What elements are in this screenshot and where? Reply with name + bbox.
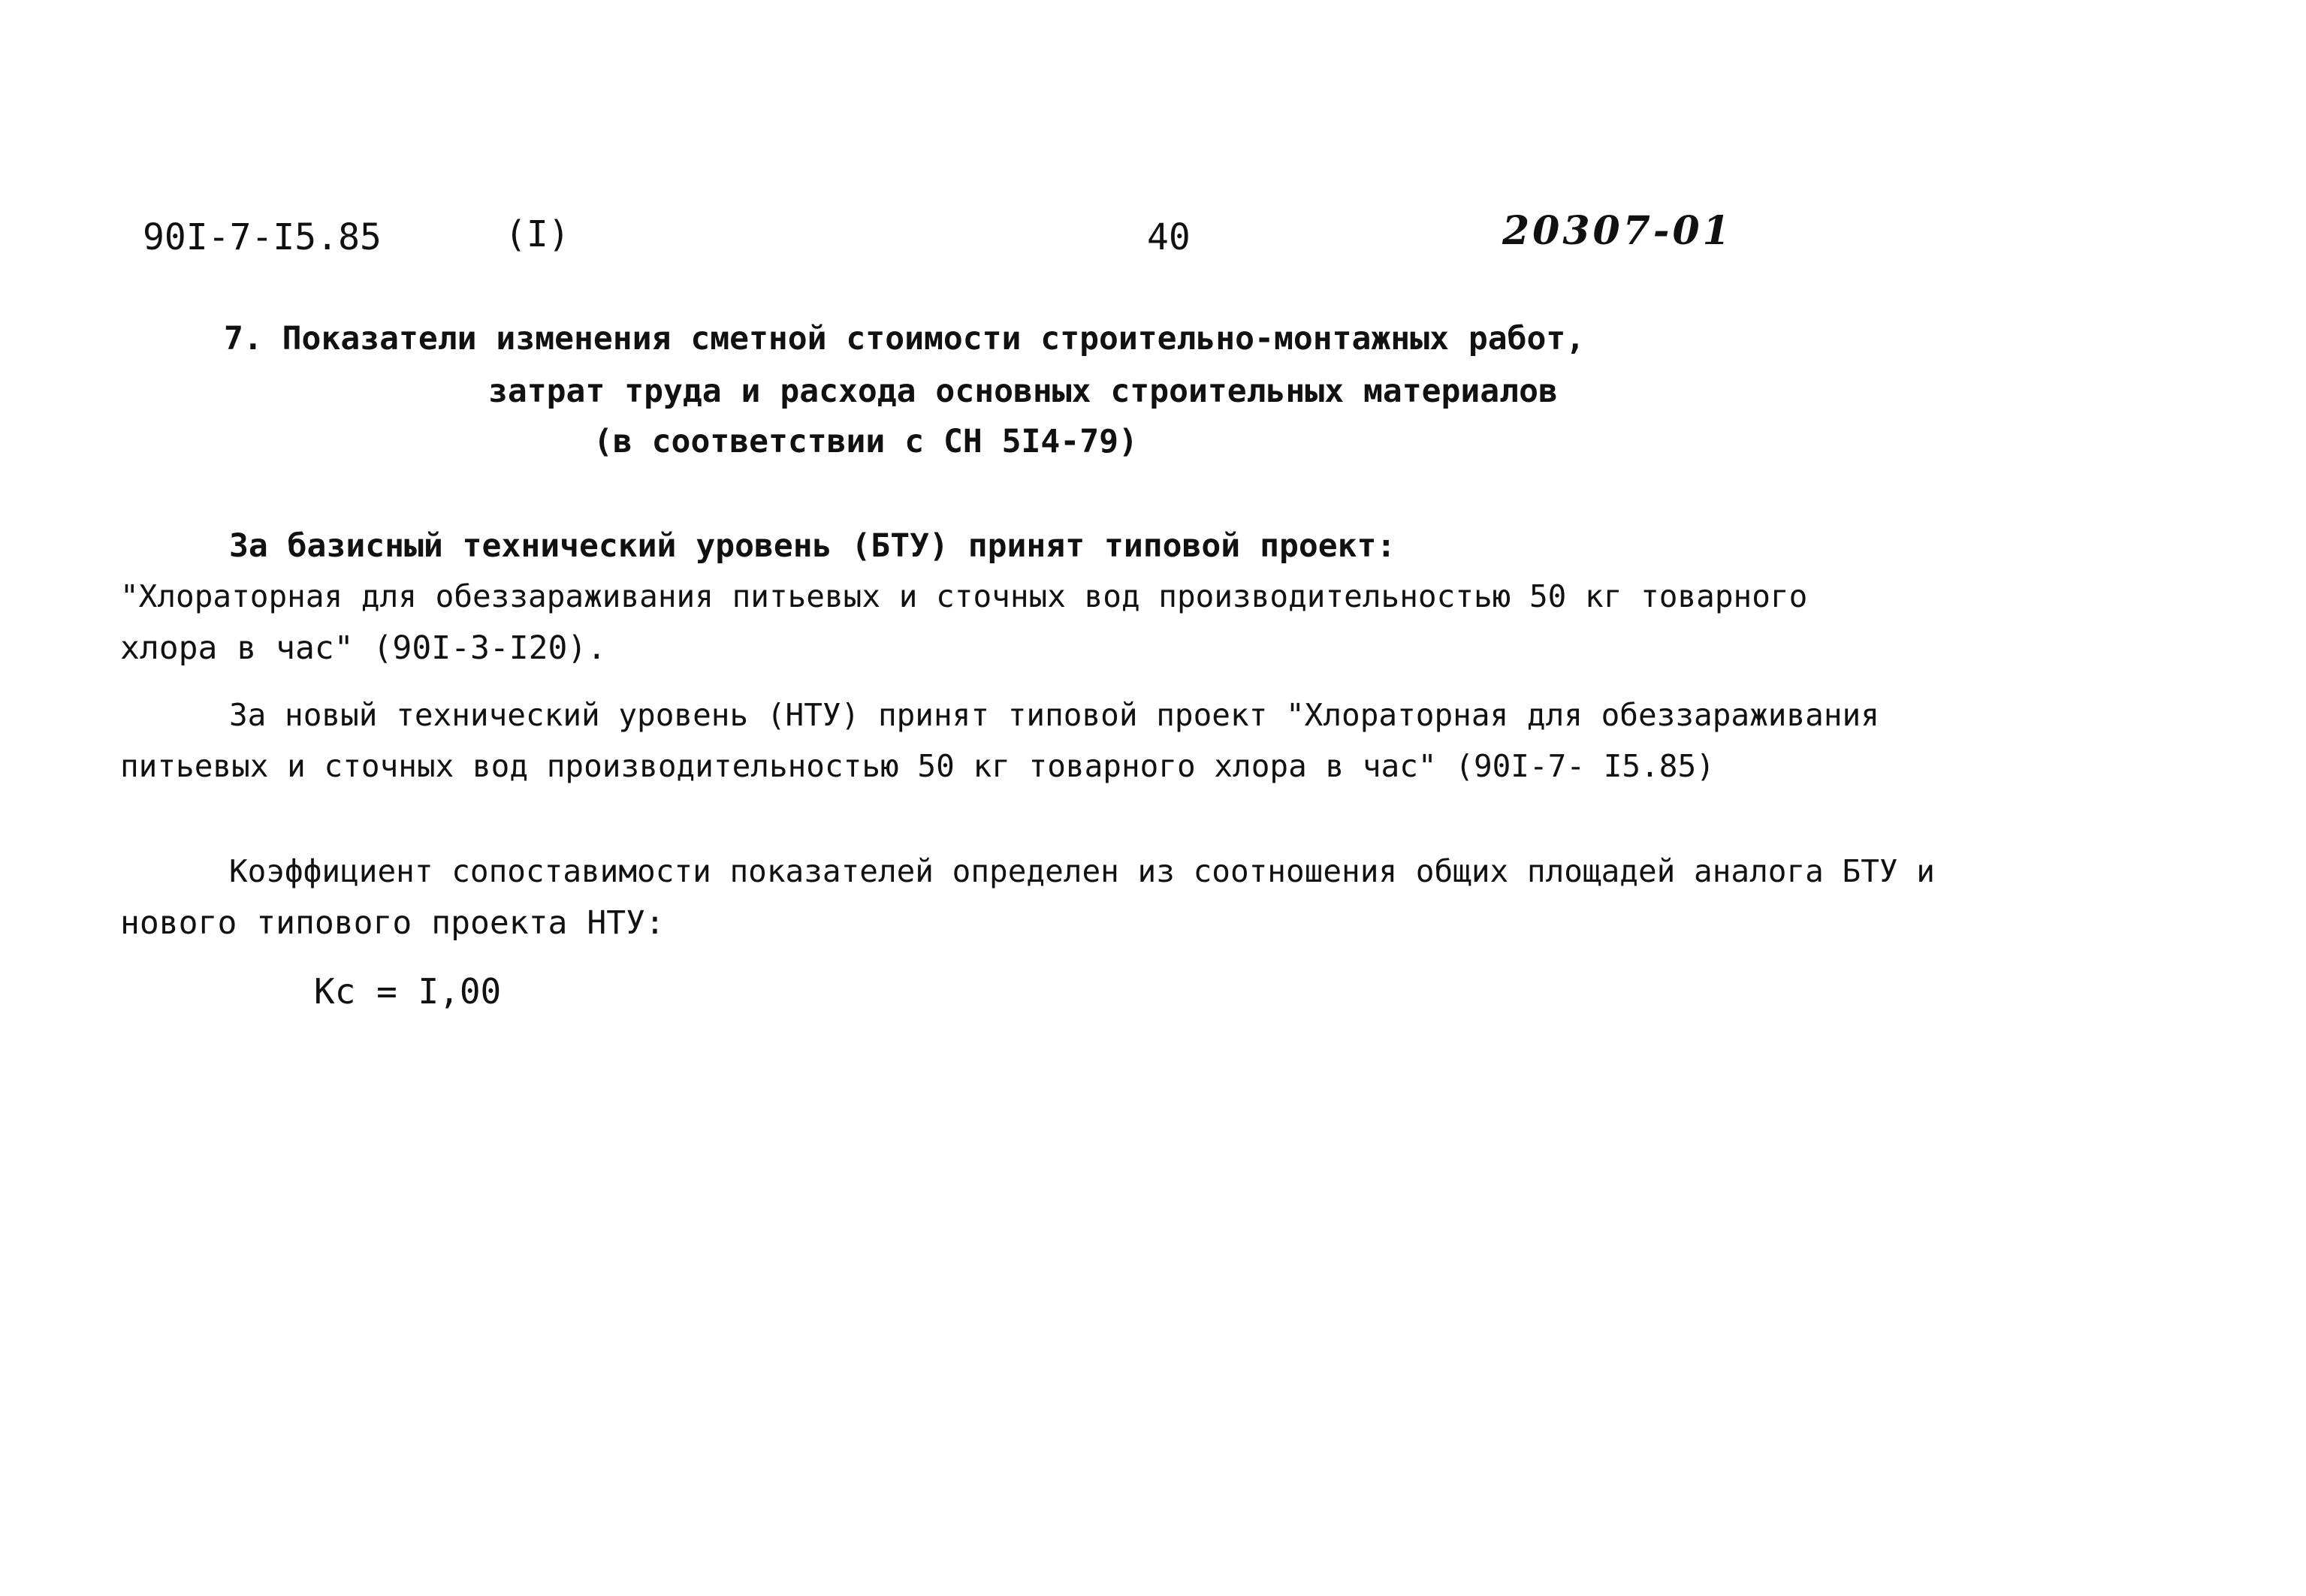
coefficient-formula: Кс = I,00 xyxy=(314,971,502,1012)
ntu-paragraph-line-1: За новый технический уровень (НТУ) принят типовой проект "Хлораторная для обеззараживания xyxy=(229,697,1879,733)
section-title-line-1: 7. Показатели изменения сметной стоимости строительно-монтажных работ, xyxy=(224,320,1586,358)
btu-paragraph-line-1: За базисный технический уровень (БТУ) принят типовой проект: xyxy=(229,527,1396,565)
page-number: 40 xyxy=(1147,216,1191,258)
ntu-paragraph-line-2: питьевых и сточных вод производительностью 50 кг товарного хлора в час" (90I-7- I5.85) xyxy=(120,748,1715,784)
section-title-line-2: затрат труда и расхода основных строительных материалов xyxy=(488,373,1558,410)
coefficient-paragraph-line-1: Коэффициент сопоставимости показателей определен из соотношения общих площадей аналога БТУ и xyxy=(229,853,1935,889)
doc-code: 90I-7-I5.85 xyxy=(143,216,382,258)
archive-number: 20307-01 xyxy=(1502,208,1733,254)
btu-paragraph-line-3: хлора в час" (90I-3-I20). xyxy=(120,629,607,667)
coefficient-paragraph-line-2: нового типового проекта НТУ: xyxy=(120,904,665,942)
section-title-line-3: (в соответствии с СН 5I4-79) xyxy=(593,423,1138,460)
btu-paragraph-line-2: "Хлораторная для обеззараживания питьевых и сточных вод производительностью 50 кг товарного xyxy=(120,578,1808,614)
part-number: (I) xyxy=(505,213,570,255)
